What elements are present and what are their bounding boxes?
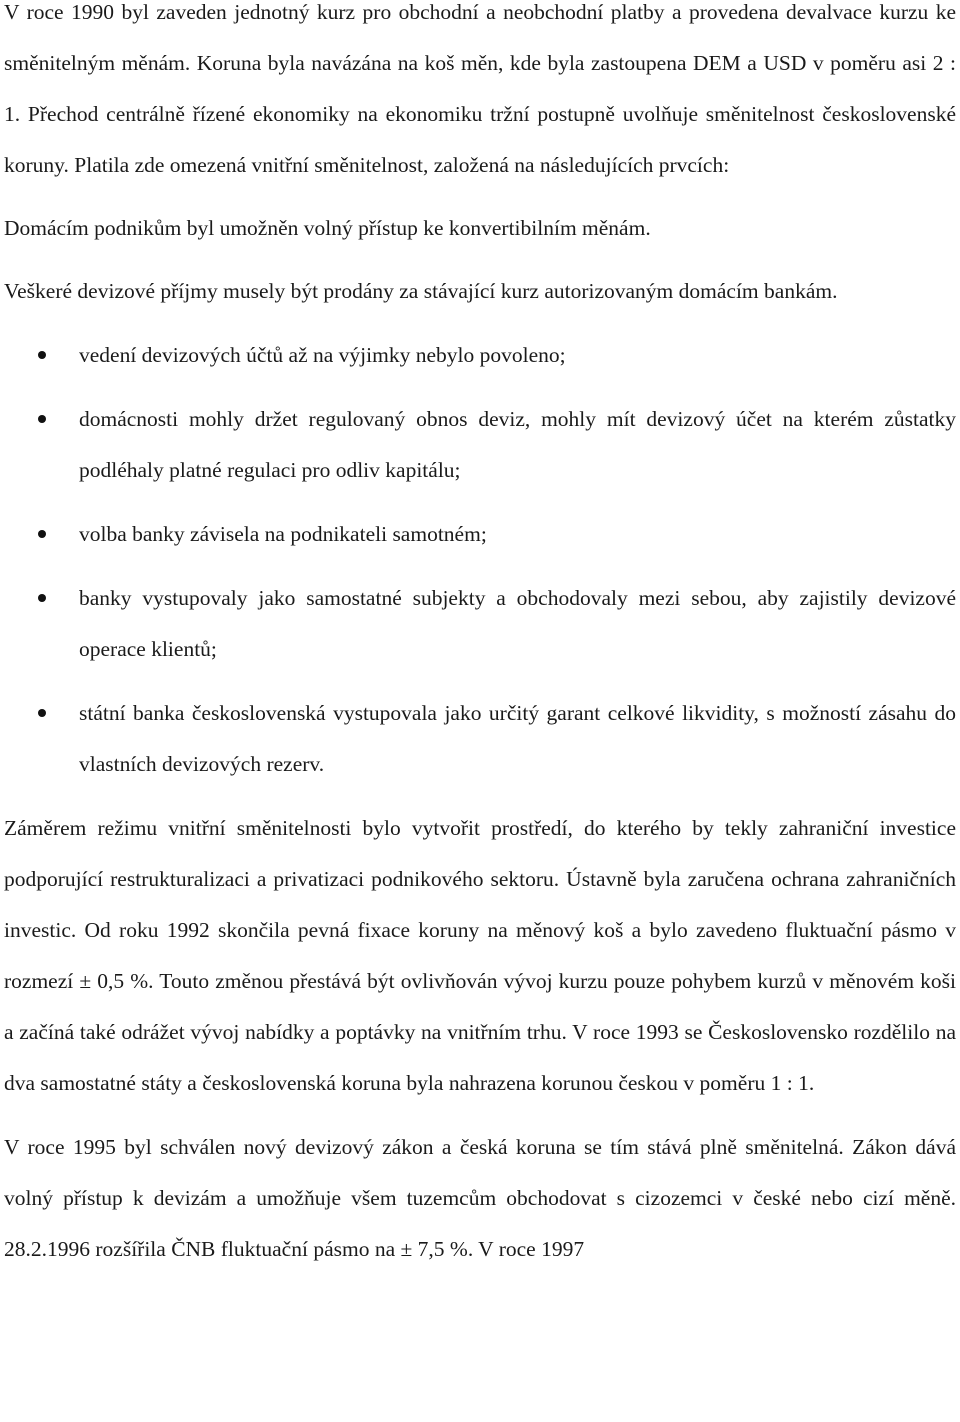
list-item [0, 688, 960, 790]
bullet-icon [38, 415, 46, 423]
bullet-list [0, 330, 960, 790]
bullet-icon [38, 530, 46, 538]
paragraph-access: Domácím podnikům byl umožněn volný přístup ke konvertibilním měnám. [4, 216, 651, 240]
bullet-icon [38, 709, 46, 717]
paragraph-income: Veškeré devizové příjmy musely být prodány za stávající kurz autorizovaným domácím bankám. [4, 279, 838, 303]
list-item-text: domácnosti mohly držet regulovaný obnos deviz, mohly mít devizový účet na kterém zůstatky podléhaly platné regulaci pro odliv kapitálu; [79, 407, 956, 482]
bullet-icon [38, 594, 46, 602]
paragraph-investment: Záměrem režimu vnitřní směnitelnosti bylo vytvořit prostředí, do kterého by tekly zahraniční investice podporující restrukturalizaci a privatizaci podnikového sektoru. Ústavně byla zaručena ochrana zahraničních investic. Od roku 1992 skončila pevná fixace koruny na měnový koš a bylo zavedeno fluktuační pásmo v rozmezí ± 0,5 %. Touto změnou přestává být ovlivňován vývoj kurzu pouze pohybem kurzů v měnovém koši a začíná také odrážet vývoj nabídky a poptávky na vnitřním trhu. V roce 1993 se Československo rozdělilo na dva samostatné státy a československá koruna byla nahrazena korunou českou v poměru 1 : 1. [4, 816, 956, 1095]
paragraph-intro: V roce 1990 byl zaveden jednotný kurz pro obchodní a neobchodní platby a provedena devalvace kurzu ke směnitelným měnám. Koruna byla navázána na koš měn, kde byla zastoupena DEM a USD v poměru asi 2 : 1. Přechod centrálně řízené ekonomiky na ekonomiku tržní postupně uvolňuje směnitelnost československé koruny. Platila zde omezená vnitřní směnitelnost, založená na následujících prvcích: [4, 0, 956, 177]
list-item [0, 509, 960, 560]
paragraph-1995-law: V roce 1995 byl schválen nový devizový zákon a česká koruna se tím stává plně směnitelná. Zákon dává volný přístup k devizám a umožňuje všem tuzemcům obchodovat s cizozemci v české nebo cizí měně. 28.2.1996 rozšířila ČNB fluktuační pásmo na ± 7,5 %. V roce 1997 [4, 1135, 956, 1261]
list-item-text: banky vystupovaly jako samostatné subjekty a obchodovaly mezi sebou, aby zajistily devizové operace klientů; [79, 586, 956, 661]
list-item-text: státní banka československá vystupovala jako určitý garant celkové likvidity, s možností zásahu do vlastních devizových rezerv. [79, 701, 956, 776]
list-item [0, 573, 960, 675]
list-item-text: vedení devizových účtů až na výjimky nebylo povoleno; [79, 343, 566, 367]
list-item [0, 330, 960, 381]
list-item [0, 394, 960, 496]
bullet-icon [38, 351, 46, 359]
list-item-text: volba banky závisela na podnikateli samotném; [79, 522, 487, 546]
